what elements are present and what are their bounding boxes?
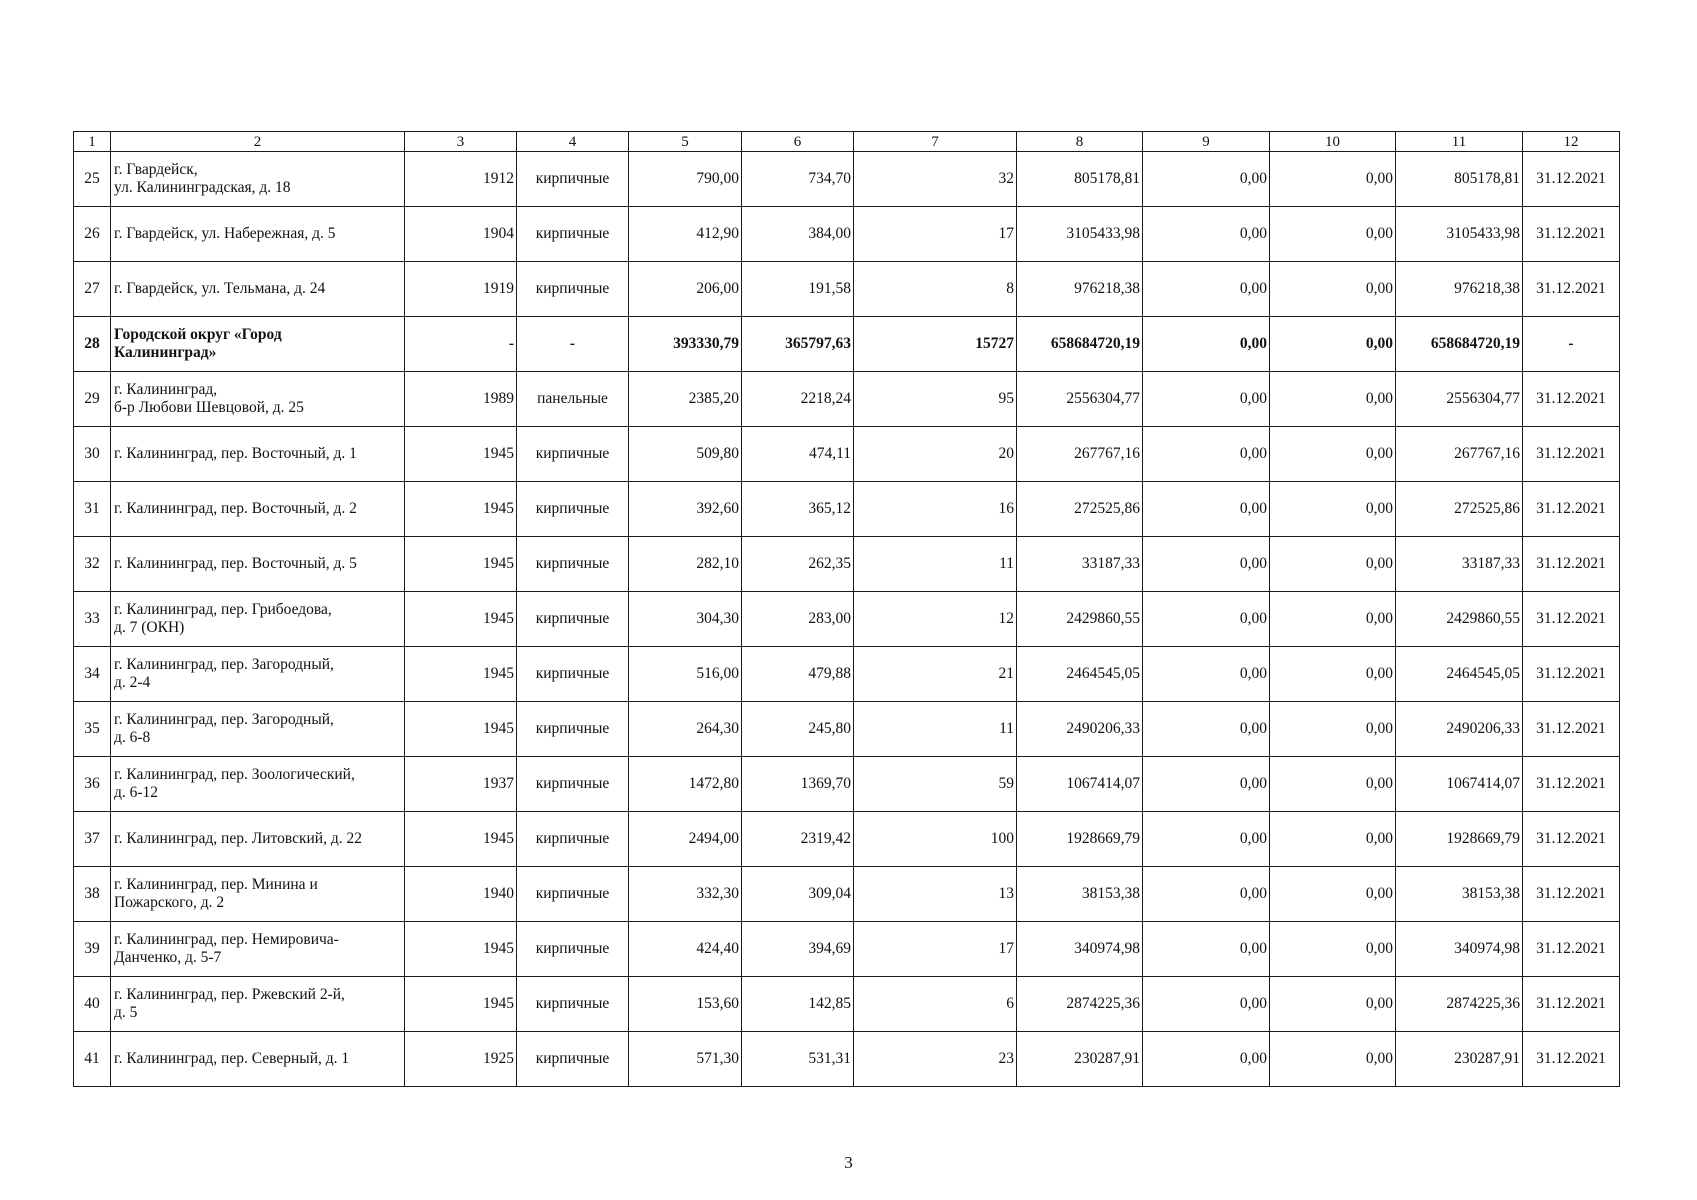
cell-cost-owners: 805178,81 xyxy=(1396,152,1523,207)
table-row-subtotal xyxy=(74,317,1620,372)
cell-total-area: 1472,80 xyxy=(629,757,742,812)
column-number: 8 xyxy=(1017,132,1143,152)
cell-residents: 12 xyxy=(854,592,1017,647)
cell-deadline: 31.12.2021 xyxy=(1523,867,1620,922)
table-row xyxy=(74,482,1620,537)
cell-wall-material: кирпичные xyxy=(517,922,629,977)
cell-row-number: 39 xyxy=(74,922,111,977)
cell-row-number: 41 xyxy=(74,1032,111,1087)
cell-deadline: 31.12.2021 xyxy=(1523,262,1620,317)
cell-cost-owners: 38153,38 xyxy=(1396,867,1523,922)
cell-cost-total: 2556304,77 xyxy=(1017,372,1143,427)
table-row xyxy=(74,262,1620,317)
cell-cost-fund: 0,00 xyxy=(1143,537,1270,592)
cell-cost-budget: 0,00 xyxy=(1270,152,1396,207)
cell-living-area: 365797,63 xyxy=(742,317,854,372)
cell-residents: 11 xyxy=(854,537,1017,592)
cell-cost-owners: 2556304,77 xyxy=(1396,372,1523,427)
cell-living-area: 1369,70 xyxy=(742,757,854,812)
cell-cost-owners: 33187,33 xyxy=(1396,537,1523,592)
cell-total-area: 424,40 xyxy=(629,922,742,977)
cell-cost-budget: 0,00 xyxy=(1270,757,1396,812)
cell-cost-total: 2874225,36 xyxy=(1017,977,1143,1032)
column-number: 2 xyxy=(111,132,405,152)
cell-cost-fund: 0,00 xyxy=(1143,867,1270,922)
cell-residents: 32 xyxy=(854,152,1017,207)
cell-wall-material: кирпичные xyxy=(517,152,629,207)
cell-residents: 13 xyxy=(854,867,1017,922)
table-row xyxy=(74,537,1620,592)
cell-cost-total: 340974,98 xyxy=(1017,922,1143,977)
cell-cost-budget: 0,00 xyxy=(1270,262,1396,317)
cell-wall-material: кирпичные xyxy=(517,592,629,647)
cell-living-area: 191,58 xyxy=(742,262,854,317)
cell-year-built: 1937 xyxy=(405,757,517,812)
cell-row-number: 30 xyxy=(74,427,111,482)
cell-total-area: 392,60 xyxy=(629,482,742,537)
cell-row-number: 38 xyxy=(74,867,111,922)
cell-deadline: 31.12.2021 xyxy=(1523,482,1620,537)
cell-wall-material: кирпичные xyxy=(517,262,629,317)
cell-cost-fund: 0,00 xyxy=(1143,207,1270,262)
cell-living-area: 283,00 xyxy=(742,592,854,647)
cell-cost-fund: 0,00 xyxy=(1143,1032,1270,1087)
cell-year-built: 1945 xyxy=(405,427,517,482)
cell-cost-owners: 267767,16 xyxy=(1396,427,1523,482)
cell-year-built: 1912 xyxy=(405,152,517,207)
cell-wall-material: кирпичные xyxy=(517,482,629,537)
cell-living-area: 2319,42 xyxy=(742,812,854,867)
cell-address: г. Калининград, пер. Восточный, д. 2 xyxy=(111,482,405,537)
cell-row-number: 34 xyxy=(74,647,111,702)
cell-year-built: 1945 xyxy=(405,647,517,702)
cell-wall-material: кирпичные xyxy=(517,427,629,482)
cell-address: г. Калининград, пер. Зоологический, д. 6-12 xyxy=(111,757,405,812)
cell-cost-owners: 2874225,36 xyxy=(1396,977,1523,1032)
cell-cost-owners: 1928669,79 xyxy=(1396,812,1523,867)
cell-year-built: 1945 xyxy=(405,812,517,867)
cell-total-area: 332,30 xyxy=(629,867,742,922)
cell-deadline: 31.12.2021 xyxy=(1523,702,1620,757)
table-row xyxy=(74,812,1620,867)
cell-row-number: 31 xyxy=(74,482,111,537)
cell-residents: 21 xyxy=(854,647,1017,702)
cell-row-number: 27 xyxy=(74,262,111,317)
table-row xyxy=(74,867,1620,922)
cell-deadline: 31.12.2021 xyxy=(1523,1032,1620,1087)
cell-cost-owners: 976218,38 xyxy=(1396,262,1523,317)
cell-total-area: 153,60 xyxy=(629,977,742,1032)
cell-residents: 59 xyxy=(854,757,1017,812)
cell-cost-total: 1067414,07 xyxy=(1017,757,1143,812)
cell-total-area: 2494,00 xyxy=(629,812,742,867)
cell-address: г. Калининград, пер. Литовский, д. 22 xyxy=(111,812,405,867)
cell-year-built: 1945 xyxy=(405,977,517,1032)
cell-row-number: 33 xyxy=(74,592,111,647)
cell-total-area: 516,00 xyxy=(629,647,742,702)
cell-deadline: 31.12.2021 xyxy=(1523,647,1620,702)
column-number: 1 xyxy=(74,132,111,152)
column-number: 4 xyxy=(517,132,629,152)
cell-residents: 11 xyxy=(854,702,1017,757)
cell-cost-total: 805178,81 xyxy=(1017,152,1143,207)
cell-cost-fund: 0,00 xyxy=(1143,977,1270,1032)
cell-cost-owners: 230287,91 xyxy=(1396,1032,1523,1087)
column-number: 3 xyxy=(405,132,517,152)
cell-cost-fund: 0,00 xyxy=(1143,482,1270,537)
cell-living-area: 394,69 xyxy=(742,922,854,977)
cell-living-area: 531,31 xyxy=(742,1032,854,1087)
column-number: 5 xyxy=(629,132,742,152)
cell-cost-owners: 2429860,55 xyxy=(1396,592,1523,647)
cell-living-area: 479,88 xyxy=(742,647,854,702)
cell-cost-total: 2429860,55 xyxy=(1017,592,1143,647)
cell-living-area: 142,85 xyxy=(742,977,854,1032)
cell-year-built: - xyxy=(405,317,517,372)
cell-cost-owners: 2490206,33 xyxy=(1396,702,1523,757)
cell-cost-fund: 0,00 xyxy=(1143,702,1270,757)
cell-residents: 16 xyxy=(854,482,1017,537)
table-row xyxy=(74,647,1620,702)
column-number: 6 xyxy=(742,132,854,152)
cell-row-number: 37 xyxy=(74,812,111,867)
cell-cost-total: 2464545,05 xyxy=(1017,647,1143,702)
column-number: 7 xyxy=(854,132,1017,152)
cell-residents: 6 xyxy=(854,977,1017,1032)
cell-address: г. Калининград, пер. Немировича- Данченко, д. 5-7 xyxy=(111,922,405,977)
cell-address: г. Калининград, пер. Северный, д. 1 xyxy=(111,1032,405,1087)
cell-address: Городской округ «Город Калининград» xyxy=(111,317,405,372)
column-number: 9 xyxy=(1143,132,1270,152)
cell-cost-owners: 340974,98 xyxy=(1396,922,1523,977)
cell-row-number: 29 xyxy=(74,372,111,427)
cell-row-number: 25 xyxy=(74,152,111,207)
column-number: 10 xyxy=(1270,132,1396,152)
cell-address: г. Калининград, пер. Загородный, д. 6-8 xyxy=(111,702,405,757)
table-row xyxy=(74,1032,1620,1087)
cell-total-area: 264,30 xyxy=(629,702,742,757)
cell-deadline: - xyxy=(1523,317,1620,372)
cell-cost-total: 2490206,33 xyxy=(1017,702,1143,757)
cell-year-built: 1904 xyxy=(405,207,517,262)
cell-year-built: 1925 xyxy=(405,1032,517,1087)
cell-address: г. Гвардейск, ул. Тельмана, д. 24 xyxy=(111,262,405,317)
cell-deadline: 31.12.2021 xyxy=(1523,537,1620,592)
cell-cost-fund: 0,00 xyxy=(1143,317,1270,372)
cell-total-area: 412,90 xyxy=(629,207,742,262)
cell-address: г. Калининград, пер. Ржевский 2-й, д. 5 xyxy=(111,977,405,1032)
housing-table xyxy=(73,131,1620,1087)
cell-residents: 8 xyxy=(854,262,1017,317)
cell-cost-budget: 0,00 xyxy=(1270,207,1396,262)
cell-address: г. Калининград, пер. Минина и Пожарского, д. 2 xyxy=(111,867,405,922)
cell-wall-material: кирпичные xyxy=(517,537,629,592)
cell-total-area: 571,30 xyxy=(629,1032,742,1087)
cell-address: г. Калининград, пер. Восточный, д. 1 xyxy=(111,427,405,482)
cell-cost-owners: 2464545,05 xyxy=(1396,647,1523,702)
table-row xyxy=(74,757,1620,812)
cell-cost-budget: 0,00 xyxy=(1270,1032,1396,1087)
cell-row-number: 36 xyxy=(74,757,111,812)
cell-cost-budget: 0,00 xyxy=(1270,647,1396,702)
cell-cost-budget: 0,00 xyxy=(1270,812,1396,867)
cell-wall-material: кирпичные xyxy=(517,757,629,812)
cell-residents: 17 xyxy=(854,922,1017,977)
cell-cost-budget: 0,00 xyxy=(1270,372,1396,427)
cell-cost-budget: 0,00 xyxy=(1270,922,1396,977)
table-row xyxy=(74,702,1620,757)
cell-year-built: 1945 xyxy=(405,922,517,977)
cell-wall-material: кирпичные xyxy=(517,647,629,702)
cell-living-area: 365,12 xyxy=(742,482,854,537)
cell-cost-owners: 272525,86 xyxy=(1396,482,1523,537)
cell-cost-fund: 0,00 xyxy=(1143,262,1270,317)
cell-living-area: 245,80 xyxy=(742,702,854,757)
column-number: 12 xyxy=(1523,132,1620,152)
cell-address: г. Калининград, б-р Любови Шевцовой, д. 25 xyxy=(111,372,405,427)
cell-living-area: 474,11 xyxy=(742,427,854,482)
cell-address: г. Калининград, пер. Загородный, д. 2-4 xyxy=(111,647,405,702)
cell-cost-owners: 1067414,07 xyxy=(1396,757,1523,812)
cell-cost-budget: 0,00 xyxy=(1270,592,1396,647)
cell-address: г. Калининград, пер. Грибоедова, д. 7 (ОКН) xyxy=(111,592,405,647)
column-number-row xyxy=(74,132,1620,152)
cell-cost-fund: 0,00 xyxy=(1143,427,1270,482)
table-row xyxy=(74,922,1620,977)
cell-deadline: 31.12.2021 xyxy=(1523,977,1620,1032)
cell-cost-owners: 658684720,19 xyxy=(1396,317,1523,372)
cell-living-area: 262,35 xyxy=(742,537,854,592)
cell-cost-budget: 0,00 xyxy=(1270,317,1396,372)
cell-cost-budget: 0,00 xyxy=(1270,427,1396,482)
cell-deadline: 31.12.2021 xyxy=(1523,372,1620,427)
cell-living-area: 309,04 xyxy=(742,867,854,922)
cell-row-number: 28 xyxy=(74,317,111,372)
table-row xyxy=(74,977,1620,1032)
cell-cost-fund: 0,00 xyxy=(1143,647,1270,702)
cell-year-built: 1919 xyxy=(405,262,517,317)
cell-deadline: 31.12.2021 xyxy=(1523,922,1620,977)
cell-cost-total: 33187,33 xyxy=(1017,537,1143,592)
cell-cost-budget: 0,00 xyxy=(1270,867,1396,922)
cell-cost-total: 272525,86 xyxy=(1017,482,1143,537)
cell-deadline: 31.12.2021 xyxy=(1523,812,1620,867)
cell-year-built: 1989 xyxy=(405,372,517,427)
cell-cost-fund: 0,00 xyxy=(1143,152,1270,207)
cell-wall-material: кирпичные xyxy=(517,867,629,922)
cell-total-area: 393330,79 xyxy=(629,317,742,372)
cell-cost-total: 3105433,98 xyxy=(1017,207,1143,262)
cell-row-number: 32 xyxy=(74,537,111,592)
cell-cost-total: 1928669,79 xyxy=(1017,812,1143,867)
table-row xyxy=(74,372,1620,427)
cell-cost-total: 230287,91 xyxy=(1017,1032,1143,1087)
cell-address: г. Калининград, пер. Восточный, д. 5 xyxy=(111,537,405,592)
cell-cost-budget: 0,00 xyxy=(1270,977,1396,1032)
cell-year-built: 1945 xyxy=(405,482,517,537)
cell-cost-fund: 0,00 xyxy=(1143,757,1270,812)
cell-year-built: 1945 xyxy=(405,537,517,592)
cell-wall-material: кирпичные xyxy=(517,1032,629,1087)
table-row xyxy=(74,207,1620,262)
cell-residents: 15727 xyxy=(854,317,1017,372)
cell-cost-budget: 0,00 xyxy=(1270,537,1396,592)
cell-wall-material: - xyxy=(517,317,629,372)
cell-residents: 20 xyxy=(854,427,1017,482)
cell-residents: 17 xyxy=(854,207,1017,262)
cell-year-built: 1940 xyxy=(405,867,517,922)
cell-wall-material: панельные xyxy=(517,372,629,427)
cell-residents: 100 xyxy=(854,812,1017,867)
cell-residents: 95 xyxy=(854,372,1017,427)
cell-total-area: 2385,20 xyxy=(629,372,742,427)
cell-address: г. Гвардейск, ул. Набережная, д. 5 xyxy=(111,207,405,262)
cell-total-area: 282,10 xyxy=(629,537,742,592)
cell-cost-fund: 0,00 xyxy=(1143,372,1270,427)
cell-total-area: 790,00 xyxy=(629,152,742,207)
cell-cost-fund: 0,00 xyxy=(1143,922,1270,977)
cell-total-area: 206,00 xyxy=(629,262,742,317)
cell-living-area: 384,00 xyxy=(742,207,854,262)
page-number: 3 xyxy=(844,1153,853,1172)
cell-wall-material: кирпичные xyxy=(517,977,629,1032)
table-row xyxy=(74,592,1620,647)
cell-deadline: 31.12.2021 xyxy=(1523,757,1620,812)
cell-wall-material: кирпичные xyxy=(517,702,629,757)
cell-living-area: 2218,24 xyxy=(742,372,854,427)
cell-deadline: 31.12.2021 xyxy=(1523,207,1620,262)
table-body xyxy=(74,152,1620,1087)
cell-cost-fund: 0,00 xyxy=(1143,812,1270,867)
cell-address: г. Гвардейск, ул. Калининградская, д. 18 xyxy=(111,152,405,207)
cell-deadline: 31.12.2021 xyxy=(1523,427,1620,482)
cell-cost-total: 267767,16 xyxy=(1017,427,1143,482)
cell-row-number: 35 xyxy=(74,702,111,757)
cell-year-built: 1945 xyxy=(405,702,517,757)
cell-deadline: 31.12.2021 xyxy=(1523,592,1620,647)
cell-row-number: 40 xyxy=(74,977,111,1032)
cell-total-area: 509,80 xyxy=(629,427,742,482)
cell-deadline: 31.12.2021 xyxy=(1523,152,1620,207)
cell-row-number: 26 xyxy=(74,207,111,262)
table-row xyxy=(74,427,1620,482)
cell-year-built: 1945 xyxy=(405,592,517,647)
cell-cost-budget: 0,00 xyxy=(1270,702,1396,757)
cell-residents: 23 xyxy=(854,1032,1017,1087)
cell-cost-budget: 0,00 xyxy=(1270,482,1396,537)
cell-total-area: 304,30 xyxy=(629,592,742,647)
cell-cost-total: 38153,38 xyxy=(1017,867,1143,922)
cell-wall-material: кирпичные xyxy=(517,812,629,867)
cell-cost-total: 976218,38 xyxy=(1017,262,1143,317)
cell-cost-owners: 3105433,98 xyxy=(1396,207,1523,262)
cell-living-area: 734,70 xyxy=(742,152,854,207)
column-number: 11 xyxy=(1396,132,1523,152)
cell-cost-fund: 0,00 xyxy=(1143,592,1270,647)
table-row xyxy=(74,152,1620,207)
cell-cost-total: 658684720,19 xyxy=(1017,317,1143,372)
cell-wall-material: кирпичные xyxy=(517,207,629,262)
